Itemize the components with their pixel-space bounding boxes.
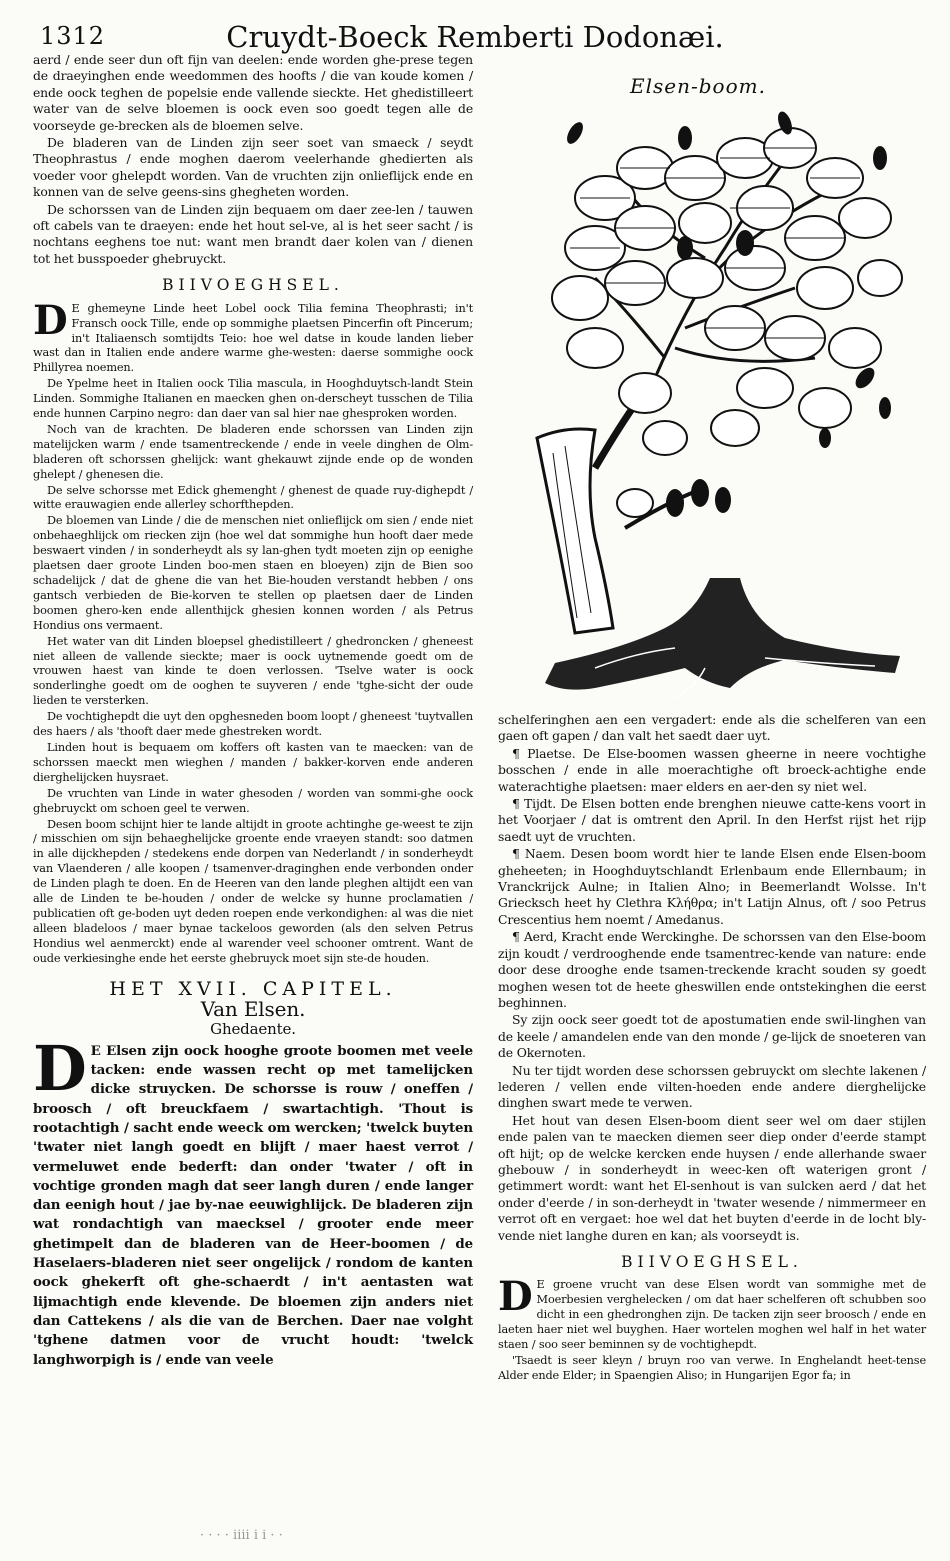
paragraph: [33, 296, 473, 377]
paragraph: De bloemen van Linde / die de menschen niet onlieflijck om sien / ende niet onbehaeghlijck om riecken zijn (hoe wel dat sommighe hun hooft daer mede beswaert vinden / in sonderheydt als sy lan-ghen tydt moeten zijn op eenighe plaetsen daer groote Linden boo-men staen en bloeyen) zijn de Bien soo schadelijck / dat de ghene die van het Bie-houden verstandt hebben / ons gantsch verbieden de Bie-korven te stellen op plaetsen daer de Linden boomen ghero-ken ende allenthijck ghesien konnen worden / als Petrus Hondius ons vermaent.: [33, 514, 473, 632]
section-label: Ghedaente.: [210, 1020, 296, 1039]
paragraph: De selve schorsse met Edick ghemenght / ghenest de quade ruy-dighepdt / witte erauwagien ende allerley schorfthepden.: [33, 483, 473, 512]
paragraph: schelferinghen aen een vergadert: ende als die schelferen van een gaen oft gapen / dan valt het saedt daer uyt.: [498, 712, 926, 744]
plate-title: Elsen-boom.: [630, 74, 766, 98]
paragraph-text: E ghemeyne Linde heet Lobel oock Tilia femina Theophrasti; in't Fransch oock Tille, ende op sommighe plaetsen Pincerfin oft Pincerum; in't Italiaensch somtijdts Teio: hoe wel datse in koude landen lieber wast dan in Italien ende andere warme ghe-westen: daerse sommighe oock Phillyrea noemen.: [33, 301, 473, 375]
page-number: 1312: [40, 22, 106, 50]
paragraph: [33, 1031, 473, 1370]
paragraph-text: E Elsen zijn oock hooghe groote boomen met veele tacken: ende wassen recht op met tamelijcken dicke struycken. De schorsse is rouw / oneffen / broosch / oft breuckfaem / swartachtigh. 'Thout is rootachtigh / sacht ende weeck om wercken; 'twelck buyten 'twater niet langh goedt en blijft / maer haest verrot / vermeluwet ende bederft: dan onder 'twater / oft in vochtige gronden magh dat seer langh duren / ende langer dan eenigh hout / jae by-nae eeuwighlijck. De bladeren zijn wat rondachtigh van maecksel / grooter ende meer ghetimpelt dan de bladeren van de Heer-boomen / de Haselaers-bladeren niet seer ongelijck / rondom de kanten oock ghekerft oft ghe-schaerdt / in't aentasten wat lijmachtigh ende klevende. De bloemen zijn anders niet dan Cattekens / als die van de Berchen. Daer nae volght 'tghene datmen voor de vrucht houdt: 'twelck langhworpigh is / ende van veele: [33, 1042, 473, 1368]
bleed-through-mark: · · · · iiii i i · ·: [200, 1528, 283, 1543]
paragraph: De bladeren van de Linden zijn seer soet van smaeck / seydt Theophrastus / ende moghen daerom veelerhande ghedierten als voeder voor ghelepdt worden. Van de vruchten zijn onlieflijck ende en konnen van de selve geens-sins ghegheten worden.: [33, 135, 473, 200]
paragraph: De vochtighepdt die uyt den opghesneden boom loopt / gheneest 'tuytvallen des haers / als 'thooft daer mede ghestreken wordt.: [33, 710, 473, 739]
right-column: [498, 712, 926, 1385]
section-heading: BIIVOEGHSEL.: [621, 1253, 803, 1271]
drop-cap: D: [33, 296, 68, 344]
paragraph-text: E groene vrucht van dese Elsen wordt van sommighe met de Moerbesien verghelecken / om dat haer schelferen oft schubben soo dicht in een ghedronghen zijn. De tacken zijn seer broosch / ende en laeten haer niet wel buyghen. Haer wortelen moghen wel half in het water staen / soo seer beminnen sy de vochtighepdt.: [498, 1278, 926, 1352]
paragraph: ¶ Naem. Desen boom wordt hier te lande Elsen ende Elsen-boom gheheeten; in Hooghduytschlandt Erlenbaum ende Ellernbaum; in Vranckrijck Aulne; in Italien Alno; in Beemerlandt Wolsse. In't Griecksch heet hy Clethra Κλήθρα; in't Latijn Alnus, oft / soo Petrus Crescentius hem noemt / Amedanus.: [498, 846, 926, 927]
paragraph: Het hout van desen Elsen-boom dient seer wel om daer stijlen ende palen van te maecken diemen seer diep onder d'eerde stampt oft hijt; op de welcke kercken ende huysen / ende allerhande swaer ghebouw / in sonderheydt in weec-ken oft waterigen gront / getimmert wordt: want het El-senhout is van sulcken aerd / dat het onder d'eerde / in son-derheydt in 'twater wesende / nimmermeer en verrot oft en vergaet: hoe wel dat het buyten d'eerde in de locht bly-vende niet langhe duren en kan; als voorseydt is.: [498, 1112, 926, 1243]
page-header: [40, 14, 910, 54]
drop-cap: D: [33, 1031, 87, 1105]
left-column: [33, 52, 473, 1371]
paragraph: Linden hout is bequaem om koffers oft kasten van te maecken: van de schorssen maeckt men wieghen / manden / bakker-korven ende anderen dierghelijcken huysraet.: [33, 740, 473, 784]
chapter-heading: HET XVII. CAPITEL.: [109, 977, 397, 1000]
paragraph: Het water van dit Linden bloepsel ghedistilleert / ghedroncken / gheneest niet alleen de vallende sieckte; maer is oock uytnemende goedt om de vrouwen haest van kinde te doen verlossen. 'Tselve water is oock sonderlinghe goedt om de ooghen te suyveren / ende 'tghe-sicht der oude lieden te versterken.: [33, 634, 473, 708]
chapter-title: Van Elsen.: [200, 996, 306, 1021]
paragraph: ¶ Plaetse. De Else-boomen wassen gheerne in neere vochtighe bosschen / ende in alle moerachtighe oft broeck-achtighe ende waterachtighe plaetsen: maer elders en aer-den sy niet wel.: [498, 745, 926, 794]
running-title: Cruydt-Boeck Remberti Dodonæi.: [226, 20, 724, 54]
paragraph: 'Tsaedt is seer kleyn / bruyn roo van verwe. In Enghelandt heet-tense Alder ende Elder; in Spaengien Aliso; in Hungarijen Egor fa; in: [498, 1353, 926, 1382]
section-heading: BIIVOEGHSEL.: [162, 276, 344, 295]
paragraph: De vruchten van Linde in water ghesoden / worden van sommi-ghe oock ghebruyckt om schoen geel te verwen.: [33, 786, 473, 815]
paragraph: ¶ Tijdt. De Elsen botten ende brenghen nieuwe catte-kens voort in het Voorjaer / dat is omtrent den April. In den Herfst rijst het rijp saedt uyt de vruchten.: [498, 796, 926, 844]
paragraph: Nu ter tijdt worden dese schorssen gebruyckt om slechte lakenen / lederen / vellen ende vilten-hoeden ende andere dierghelijcke dinghen swart mede te verwen.: [498, 1062, 926, 1111]
paragraph: De Ypelme heet in Italien oock Tilia mascula, in Hooghduytsch-landt Stein Linden. Sommighe Italianen en maecken ghen on-derscheyt tusschen de Tilia ende hunnen Carpino negro: dan daer van sal hier nae ghesproken worden.: [33, 377, 473, 421]
paragraph: ¶ Aerd, Kracht ende Werckinghe. De schorssen van den Else-boom zijn koudt / verdrooghende ende tsamentrec-kende van nature: ende door dese drooghe ende tsamen-treckende kracht souden sy goedt moghen wesen tot de heete gheswillen ende ontstekinghen die eerst beghinnen.: [498, 929, 926, 1010]
paragraph: [498, 1273, 926, 1353]
paragraph: Noch van de krachten. De bladeren ende schorssen van Linden zijn matelijcken warm / ende tsamentreckende / ende in veele dinghen de Olm-bladeren oft schorssen ghelijck: want ghekauwt zijnde ende op de wonden ghelept / ghenesen die.: [33, 422, 473, 481]
alder-tree-woodcut: [535, 108, 905, 706]
paragraph: Sy zijn oock seer goedt tot de apostumatien ende swil-linghen van de keele / amandelen ende van den monde / ge-lijck de snoeteren van de Okernoten.: [498, 1012, 926, 1061]
paragraph: De schorssen van de Linden zijn bequaem om daer zee-len / tauwen oft cabels van te draeyen: ende het hout sel-ve, al is het seer sacht / is nochtans eeghens toe nut: want men brandt daer kolen van / dienen tot het busspoeder ghebruyckt.: [33, 201, 473, 266]
paragraph: Desen boom schijnt hier te lande altijdt in groote achtinghe ge-weest te zijn / misschien om sijn behaeghelijcke groente ende vraeyen standt: soo datmen in alle dijckhepden / stedekens ende dorpen van Nederlandt / in sonderheydt van Vlaenderen / alle koopen / tsamenver-draginghen ende verbonden onder de Linden plagh te doen. En de Heeren van den lande pleghen altijdt een van alle de Linden te be-houden / onder de welcke sy hunne proclamatien / publicatien oft ge-boden uyt deden roepen ende verkondighen: al was die niet alleen bladeloos / maer bynae tackeloos geworden (als den selven Petrus Hondius wel aenmerckt) ende al warender veel schooner omtrent. Want de oude verkiesinghe ende het eerste ghebruyck moet sijn ste-de houden.: [33, 817, 473, 965]
paragraph: aerd / ende seer dun oft fijn van deelen: ende worden ghe-prese tegen de draeyinghen ende weedommen des hoofts / die van koude komen / ende oock teghen de popelsie ende vallende sieckte. Het ghedistilleert water van de selve bloemen is oock even soo goedt tegen alle de voorseyde ge-brecken als de bloemen selve.: [33, 52, 473, 133]
drop-cap: D: [498, 1273, 533, 1321]
